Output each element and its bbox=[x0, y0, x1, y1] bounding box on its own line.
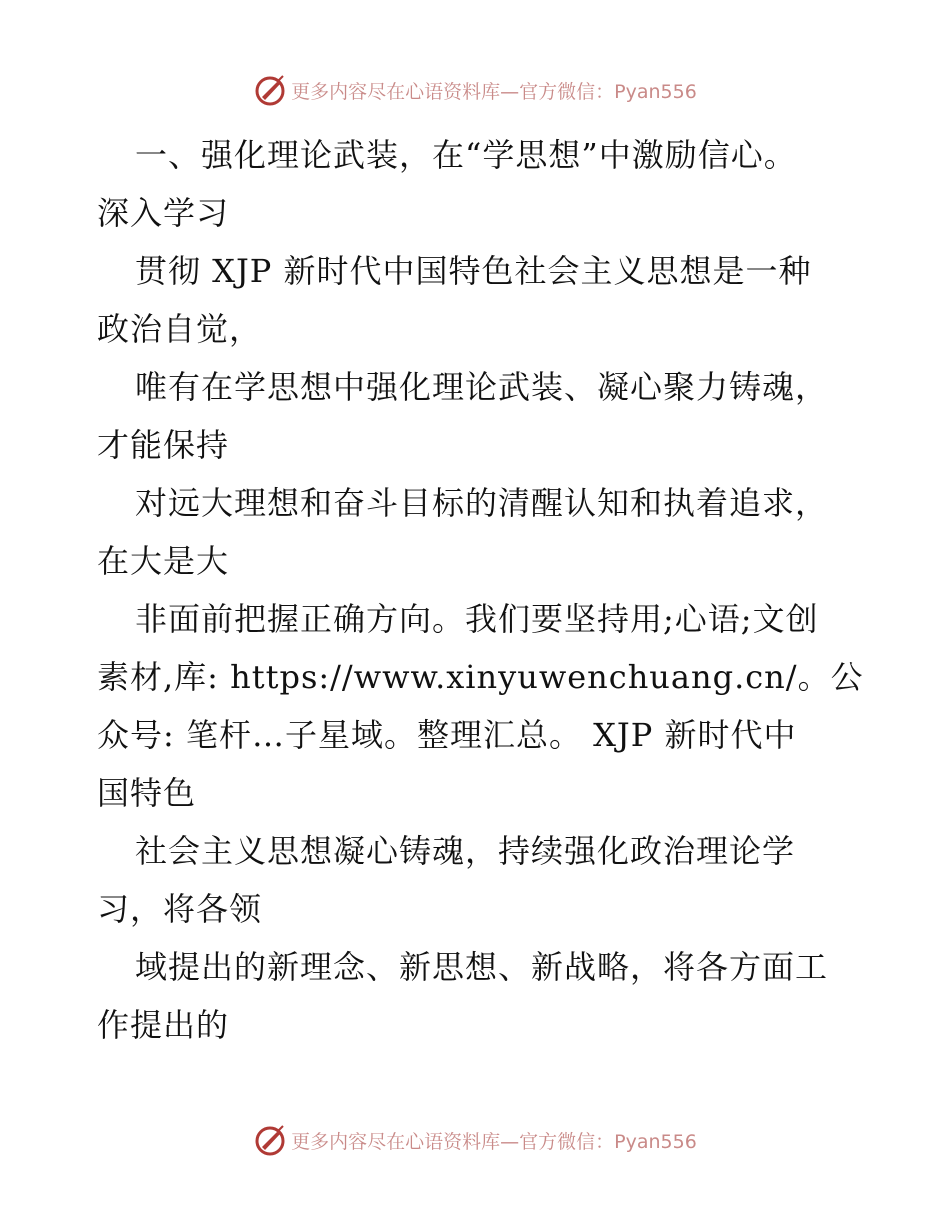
paragraph-line: 素材,库: https://www.xinyuwenchuang.cn/。公 bbox=[97, 658, 864, 696]
quill-logo-icon bbox=[253, 73, 287, 107]
paragraph-line: 深入学习 bbox=[97, 194, 230, 232]
footer-banner bbox=[0, 1120, 950, 1160]
header-banner bbox=[0, 70, 950, 110]
paragraph-line: 域提出的新理念、新思想、新战略，将各方面工 bbox=[135, 948, 829, 986]
paragraph-line: 一、强化理论武装，在“学思想”中激励信心。 bbox=[135, 136, 797, 174]
paragraph-line: 才能保持 bbox=[97, 426, 230, 464]
paragraph-line: 唯有在学思想中强化理论武装、凝心聚力铸魂， bbox=[135, 368, 829, 406]
paragraph-line: 非面前把握正确方向。我们要坚持用;心语;文创 bbox=[135, 600, 819, 638]
paragraph-line: 作提出的 bbox=[97, 1006, 230, 1044]
footer-banner-text: 更多内容尽在心语资料库—官方微信：Pyan556 bbox=[291, 1130, 697, 1153]
paragraph-line: 贯彻 XJP 新时代中国特色社会主义思想是一种 bbox=[135, 252, 812, 290]
paragraph-line: 社会主义思想凝心铸魂，持续强化政治理论学 bbox=[135, 832, 796, 870]
paragraph-line: 习，将各领 bbox=[97, 890, 263, 928]
document-body bbox=[97, 126, 864, 1054]
paragraph-line: 众号: 笔杆…子星域。整理汇总。 XJP 新时代中 bbox=[97, 716, 797, 754]
paragraph-line: 政治自觉， bbox=[97, 310, 263, 348]
quill-logo-icon bbox=[253, 1123, 287, 1157]
paragraph-line: 对远大理想和奋斗目标的清醒认知和执着追求， bbox=[135, 484, 829, 522]
paragraph-line: 在大是大 bbox=[97, 542, 230, 580]
header-banner-text: 更多内容尽在心语资料库—官方微信：Pyan556 bbox=[291, 80, 697, 103]
paragraph-line: 国特色 bbox=[97, 774, 197, 812]
